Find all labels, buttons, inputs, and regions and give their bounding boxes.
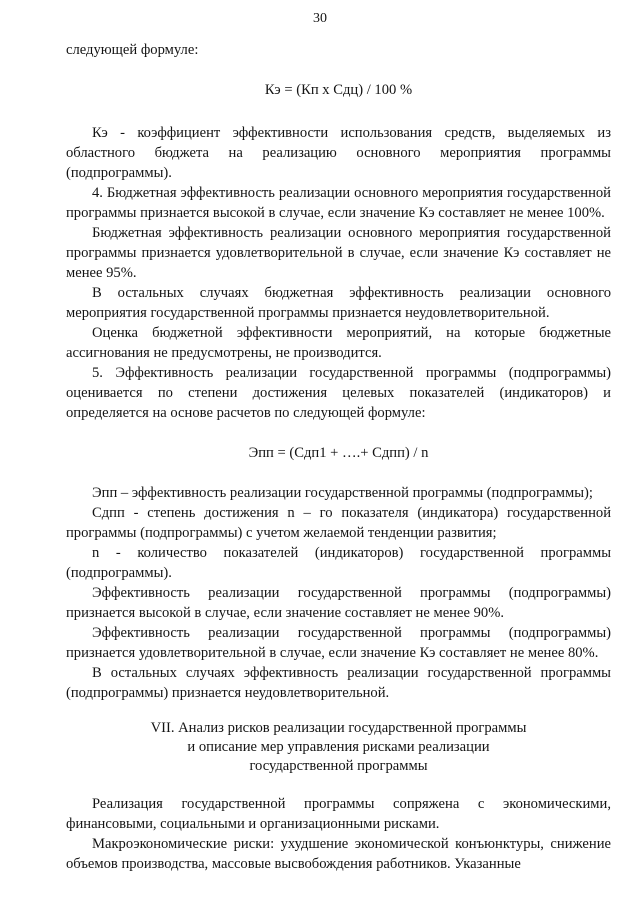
paragraph-budget-satisfactory: Бюджетная эффективность реализации основного мероприятия государственной программы признается удовлетворительной в случае, если значение Кэ составляет не менее 95%.: [66, 225, 611, 281]
page-content: [66, 40, 611, 874]
paragraph-program-efficiency: 5. Эффективность реализации государственной программы (подпрограммы) оценивается по степени достижения целевых показателей (индикаторов) и определяется на основе расчетов по следующей формуле:: [66, 365, 611, 421]
paragraph-epp-definition: Эпп – эффективность реализации государственной программы (подпрограммы);: [92, 485, 593, 501]
section-heading-line: государственной программы: [249, 758, 428, 774]
paragraph-budget-unsatisfactory: В остальных случаях бюджетная эффективность реализации основного мероприятия государственной программы признается неудовлетворительной.: [66, 285, 611, 321]
intro-line: следующей формуле:: [66, 42, 199, 58]
formula-efficiency-coefficient: Кэ = (Кп х Сдц) / 100 %: [264, 82, 413, 98]
paragraph-efficiency-high: Эффективность реализации государственной программы (подпрограммы) признается высокой в случае, если значение составляет не менее 90%.: [66, 585, 611, 621]
paragraph-ke-definition: Кэ - коэффициент эффективности использования средств, выделяемых из областного бюджета на реализацию основного мероприятия программы (подпрограммы).: [66, 125, 611, 181]
formula-program-efficiency: Эпп = (Сдп1 + ….+ Сдпп) / n: [248, 445, 429, 461]
section-heading-line: и описание мер управления рисками реализации: [187, 739, 490, 755]
paragraph-efficiency-unsatisfactory: В остальных случаях эффективность реализации государственной программы (подпрограммы) признается неудовлетворительной.: [66, 665, 611, 701]
paragraph-budget-high: 4. Бюджетная эффективность реализации основного мероприятия государственной программы признается высокой в случае, если значение Кэ составляет не менее 100%.: [66, 185, 611, 221]
section-heading-line: VII. Анализ рисков реализации государственной программы: [150, 720, 527, 736]
paragraph-n-definition: n - количество показателей (индикаторов) государственной программы (подпрограммы).: [66, 545, 611, 581]
paragraph-risks-intro: Реализация государственной программы сопряжена с экономическими, финансовыми, социальными и организационными рисками.: [66, 796, 611, 832]
paragraph-efficiency-satisfactory: Эффективность реализации государственной программы (подпрограммы) признается удовлетворительной в случае, если значение Кэ составляет не менее 80%.: [66, 625, 611, 661]
section-heading: [66, 719, 611, 776]
page-number: 30: [313, 11, 327, 26]
paragraph-not-assessed: Оценка бюджетной эффективности мероприятий, на которые бюджетные ассигнования не предусмотрены, не производится.: [66, 325, 611, 361]
paragraph-macro-risks: Макроэкономические риски: ухудшение экономической конъюнктуры, снижение объемов производства, массовые высвобождения работников. Указанные: [66, 836, 611, 872]
paragraph-sdpp-definition: Сдпп - степень достижения n – го показателя (индикатора) государственной программы (подпрограммы) с учетом желаемой тенденции развития;: [66, 505, 611, 541]
